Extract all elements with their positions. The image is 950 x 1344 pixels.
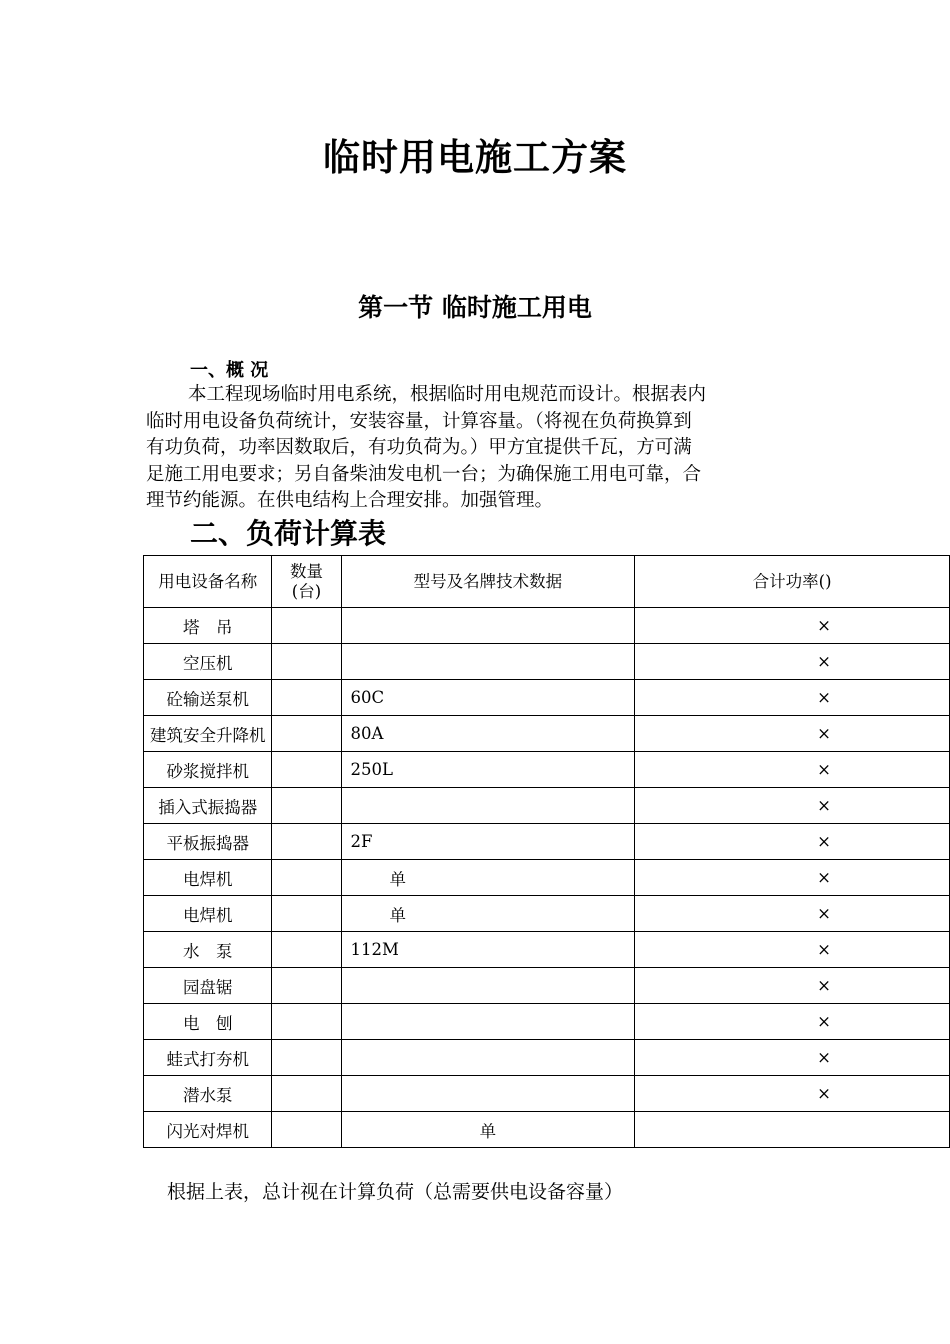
model-specs-cell [341, 1076, 635, 1112]
table-header-row [144, 556, 950, 608]
quantity-cell [272, 860, 341, 896]
quantity-cell [272, 932, 341, 968]
quantity-cell [272, 1076, 341, 1112]
overview-line: 有功负荷，功率因数取后，有功负荷为。）甲方宜提供千瓦，方可满 [146, 437, 692, 459]
quantity-cell [272, 752, 341, 788]
equipment-name-cell: 空压机 [144, 644, 272, 680]
equipment-name-cell: 建筑安全升降机 [144, 716, 272, 752]
equipment-name-cell: 园盘锯 [144, 968, 272, 1004]
total-power-cell: × [635, 716, 950, 752]
table-row [144, 788, 950, 824]
quantity-cell [272, 788, 341, 824]
header-quantity-line2: (台) [291, 581, 322, 601]
model-specs-cell: 单 [341, 1112, 635, 1148]
table-row [144, 824, 950, 860]
equipment-name-cell: 插入式振捣器 [144, 788, 272, 824]
total-power-cell: × [635, 896, 950, 932]
load-calculation-table [143, 555, 950, 1148]
equipment-name-cell: 砂浆搅拌机 [144, 752, 272, 788]
equipment-name-cell: 砼输送泵机 [144, 680, 272, 716]
overview-line: 足施工用电要求；另自备柴油发电机一台；为确保施工用电可靠，合 [146, 463, 702, 485]
total-power-cell: × [635, 608, 950, 644]
total-power-cell: × [635, 1040, 950, 1076]
total-power-cell: × [635, 932, 950, 968]
table-row [144, 1112, 950, 1148]
table-row [144, 644, 950, 680]
model-specs-cell [341, 968, 635, 1004]
total-power-cell: × [635, 1076, 950, 1112]
quantity-cell [272, 1004, 341, 1040]
quantity-cell [272, 1040, 341, 1076]
model-specs-cell: 单 [341, 896, 635, 932]
equipment-name-cell: 电 刨 [144, 1004, 272, 1040]
header-quantity [272, 556, 341, 608]
quantity-cell [272, 680, 341, 716]
total-power-cell [635, 1112, 950, 1148]
model-specs-cell [341, 1040, 635, 1076]
table-row [144, 716, 950, 752]
equipment-name-cell: 平板振捣器 [144, 824, 272, 860]
header-total-power: 合计功率() [635, 556, 950, 608]
equipment-name-cell: 电焊机 [144, 896, 272, 932]
total-power-cell: × [635, 824, 950, 860]
total-power-cell: × [635, 788, 950, 824]
quantity-cell [272, 1112, 341, 1148]
model-specs-cell [341, 788, 635, 824]
table-row [144, 1040, 950, 1076]
model-specs-cell: 80A [341, 716, 635, 752]
total-power-cell: × [635, 752, 950, 788]
table-row [144, 1076, 950, 1112]
table-row [144, 608, 950, 644]
table-body [144, 608, 950, 1148]
table-row [144, 860, 950, 896]
overview-line: 本工程现场临时用电系统，根据临时用电规范而设计。根据表内 [188, 384, 707, 405]
section-title: 第一节 临时施工用电 [358, 293, 592, 322]
model-specs-cell: 250L [341, 752, 635, 788]
overview-heading: 一、概 况 [190, 360, 269, 381]
table-row [144, 968, 950, 1004]
quantity-cell [272, 896, 341, 932]
model-specs-cell: 2F [341, 824, 635, 860]
equipment-name-cell: 潜水泵 [144, 1076, 272, 1112]
table-row [144, 896, 950, 932]
model-specs-cell [341, 1004, 635, 1040]
document-title: 临时用电施工方案 [323, 136, 627, 179]
equipment-name-cell: 闪光对焊机 [144, 1112, 272, 1148]
model-specs-cell: 单 [341, 860, 635, 896]
overview-paragraph [146, 382, 806, 515]
equipment-name-cell: 塔 吊 [144, 608, 272, 644]
model-specs-cell [341, 608, 635, 644]
table-row [144, 752, 950, 788]
table-row [144, 932, 950, 968]
equipment-name-cell: 电焊机 [144, 860, 272, 896]
quantity-cell [272, 608, 341, 644]
quantity-cell [272, 968, 341, 1004]
header-model-specs: 型号及名牌技术数据 [341, 556, 635, 608]
table-row [144, 680, 950, 716]
equipment-name-cell: 水 泵 [144, 932, 272, 968]
model-specs-cell [341, 644, 635, 680]
equipment-name-cell: 蛙式打夯机 [144, 1040, 272, 1076]
total-power-cell: × [635, 968, 950, 1004]
table-row [144, 1004, 950, 1040]
overview-line: 理节约能源。在供电结构上合理安排。加强管理。 [146, 490, 554, 512]
total-power-cell: × [635, 860, 950, 896]
quantity-cell [272, 644, 341, 680]
model-specs-cell: 112M [341, 932, 635, 968]
overview-line: 临时用电设备负荷统计，安装容量，计算容量。（将视在负荷换算到 [146, 410, 692, 432]
header-equipment-name: 用电设备名称 [144, 556, 272, 608]
quantity-cell [272, 824, 341, 860]
total-power-cell: × [635, 680, 950, 716]
load-table-heading: 二、负荷计算表 [190, 517, 387, 550]
header-quantity-line1: 数量 [289, 561, 323, 581]
quantity-cell [272, 716, 341, 752]
model-specs-cell: 60C [341, 680, 635, 716]
total-power-cell: × [635, 1004, 950, 1040]
footer-note: 根据上表，总计视在计算负荷（总需要供电设备容量） [167, 1181, 624, 1203]
total-power-cell: × [635, 644, 950, 680]
